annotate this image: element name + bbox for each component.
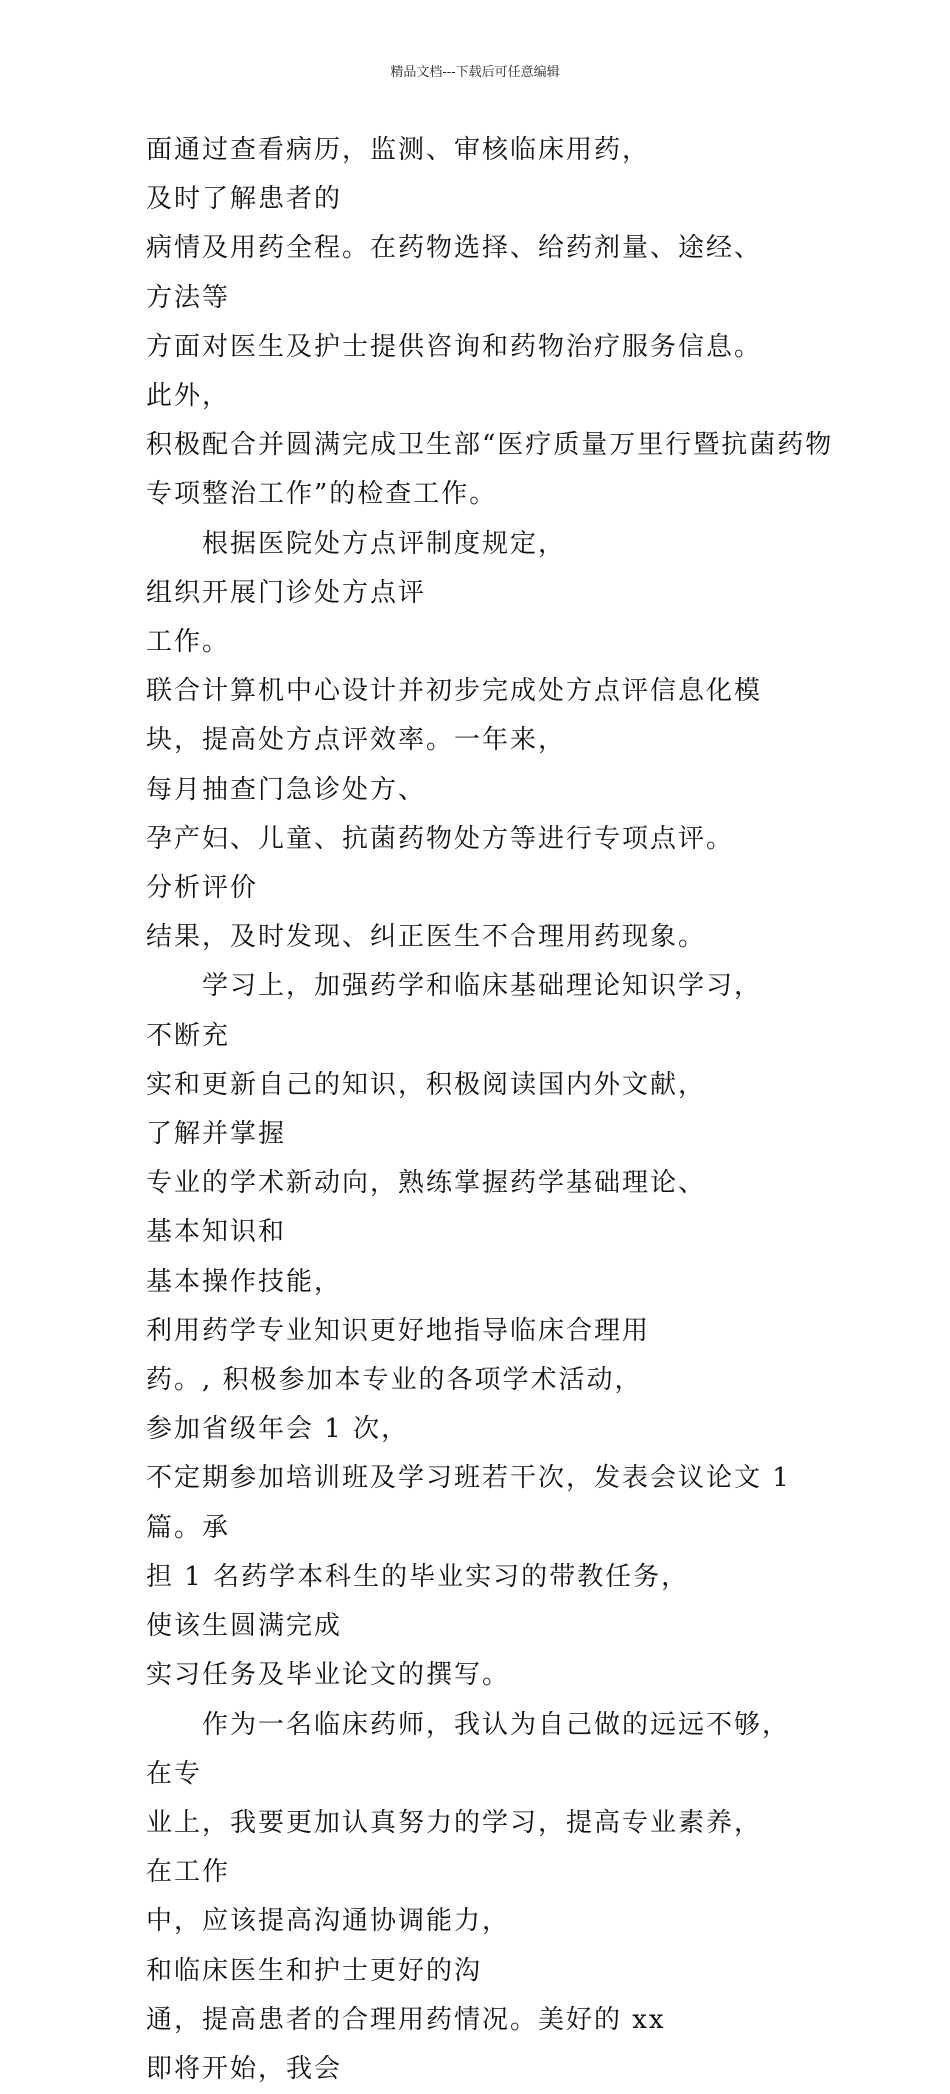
page-header: 精品文档---下载后可任意编辑	[0, 64, 950, 82]
document-body	[146, 126, 810, 2094]
paragraph: 作为一名临床药师，我认为自己做的远远不够，在专 业上，我要更加认真努力的学习，提高专业素养，在工作 中，应该提高沟通协调能力，和临床医生和护士更好的沟 通，提高患者的合理用药情况。美好的 xx 即将开始，我会	[146, 1701, 810, 2094]
paragraph: 面通过查看病历，监测、审核临床用药，及时了解患者的 病情及用药全程。在药物选择、给药剂量、途经、方法等 方面对医生及护士提供咨询和药物治疗服务信息。此外， 积极配合并圆满完成卫生部“医疗质量万里行暨抗菌药物 专项整治工作”的检查工作。	[146, 126, 810, 520]
paragraph: 根据医院处方点评制度规定，组织开展门诊处方点评 工作。联合计算机中心设计并初步完成处方点评信息化模 块，提高处方点评效率。一年来，每月抽查门急诊处方、 孕产妇、儿童、抗菌药物处方等进行专项点评。分析评价 结果，及时发现、纠正医生不合理用药现象。	[146, 520, 810, 963]
paragraph: 学习上，加强药学和临床基础理论知识学习，不断充 实和更新自己的知识，积极阅读国内外文献，了解并掌握 专业的学术新动向，熟练掌握药学基础理论、基本知识和 基本操作技能，利用药学专业知识更好地指导临床合理用 药。, 积极参加本专业的各项学术活动，参加省级年会 1 次， 不定期参加培训班及学习班若干次，发表会议论文 1 篇。承 担 1 名药学本科生的毕业实习的带教任务，使该生圆满完成 实习任务及毕业论文的撰写。	[146, 962, 810, 1700]
